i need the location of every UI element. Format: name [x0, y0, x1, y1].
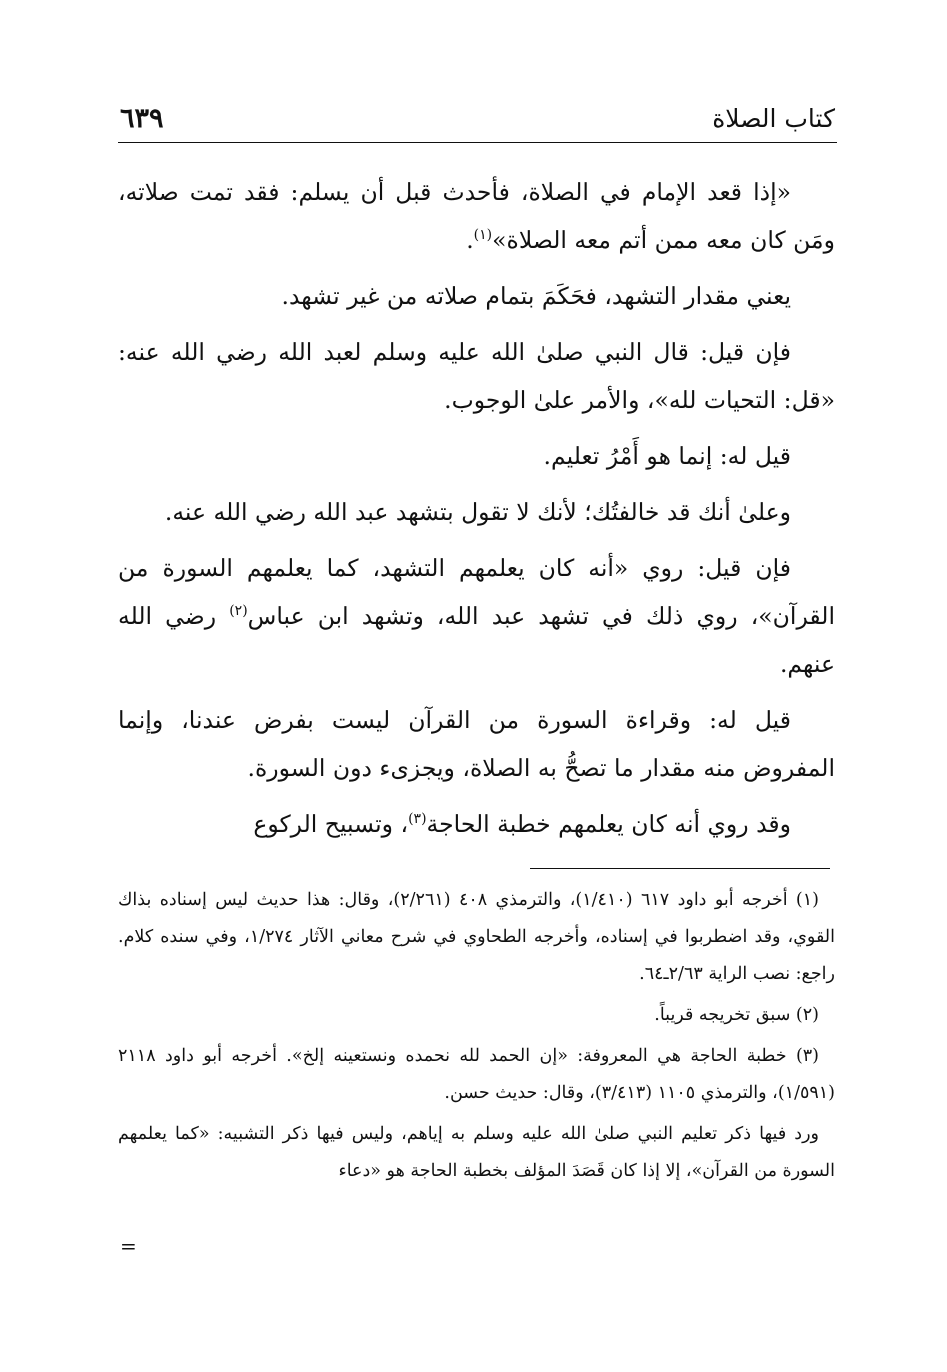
footnote-ref-1: (١) — [473, 227, 493, 244]
paragraph-6-text: فإن قيل: روي «أنه كان يعلمهم التشهد، كما يعلمهم السورة من القرآن»، روي ذلك في تشهد عبد الله، وتشهد ابن عباس — [118, 554, 835, 630]
page-header — [120, 96, 835, 140]
footnote-ref-2: (٢) — [229, 603, 248, 620]
page-number: ٦٣٩ — [120, 102, 164, 134]
footnote-3: (٣) خطبة الحاجة هي المعروفة: «إن الحمد لله نحمده ونستعينه إلخ». أخرجه أبو داود ٢١١٨ (١/٥٩١)، والترمذي ١١٠٥ (٣/٤١٣)، وقال: حديث حسن. — [118, 1046, 835, 1103]
paragraph-3: فإن قيل: قال النبي صلىٰ الله عليه وسلم لعبد الله رضي الله عنه: «قل: التحيات لله»، والأمر علىٰ الوجوب. — [118, 338, 835, 414]
paragraph-1-end: . — [466, 226, 474, 254]
paragraph-5: وعلىٰ أنك قد خالفتُك؛ لأنك لا تقول بتشهد عبد الله رضي الله عنه. — [164, 498, 791, 526]
footnote-2: (٢) سبق تخريجه قريباً. — [654, 1005, 819, 1025]
paragraph-7: قيل له: وقراءة السورة من القرآن ليست بفرض عندنا، وإنما المفروض منه مقدار ما تصحُّ به الصلاة، ويجزىء دون السورة. — [118, 706, 835, 782]
footnote-separator — [530, 868, 830, 869]
footnote-ref-3: (٣) — [408, 811, 427, 828]
continuation-mark: = — [120, 1234, 137, 1258]
paragraph-8 — [118, 800, 835, 848]
footnote-3-continued: ورد فيها ذكر تعليم النبي صلىٰ الله عليه وسلم به إياهم، وليس فيها ذكر التشبيه: «كما يعلمهم السورة من القرآن»، إلا إذا كان قَصَدَ المؤلف بخطبة الحاجة هو «دعاء — [118, 1124, 835, 1181]
footnote-1: (١) أخرجه أبو داود ٦١٧ (١/٤١٠)، والترمذي ٤٠٨ (٢/٢٦١)، وقال: هذا حديث ليس إسناده بذاك القوي، وقد اضطربوا في إسناده، وأخرجه الطحاوي في شرح معاني الآثار ١/٢٧٤، وفي سنده كلام. راجع: نصب الراية ٢/٦٣ـ٦٤. — [118, 890, 835, 984]
main-text — [118, 168, 835, 856]
book-title: كتاب الصلاة — [712, 103, 835, 133]
paragraph-8-text: وقد روي أنه كان يعلمهم خطبة الحاجة — [426, 810, 791, 838]
paragraph-8-end: ، وتسبيح الركوع — [253, 810, 409, 838]
paragraph-1-text: «إذا قعد الإمام في الصلاة، فأحدث قبل أن يسلم: فقد تمت صلاته، ومَن كان معه ممن أتم معه الصلاة» — [118, 178, 835, 254]
paragraph-6 — [118, 544, 835, 688]
paragraph-2: يعني مقدار التشهد، فحَكَمَ بتمام صلاته من غير تشهد. — [281, 282, 791, 310]
paragraph-4: قيل له: إنما هو أَمْرُ تعليم. — [543, 442, 791, 470]
footnotes — [118, 882, 835, 1194]
paragraph-1 — [118, 168, 835, 264]
header-rule — [118, 142, 837, 143]
paragraph-6-end: رضي الله عنهم. — [118, 602, 835, 678]
